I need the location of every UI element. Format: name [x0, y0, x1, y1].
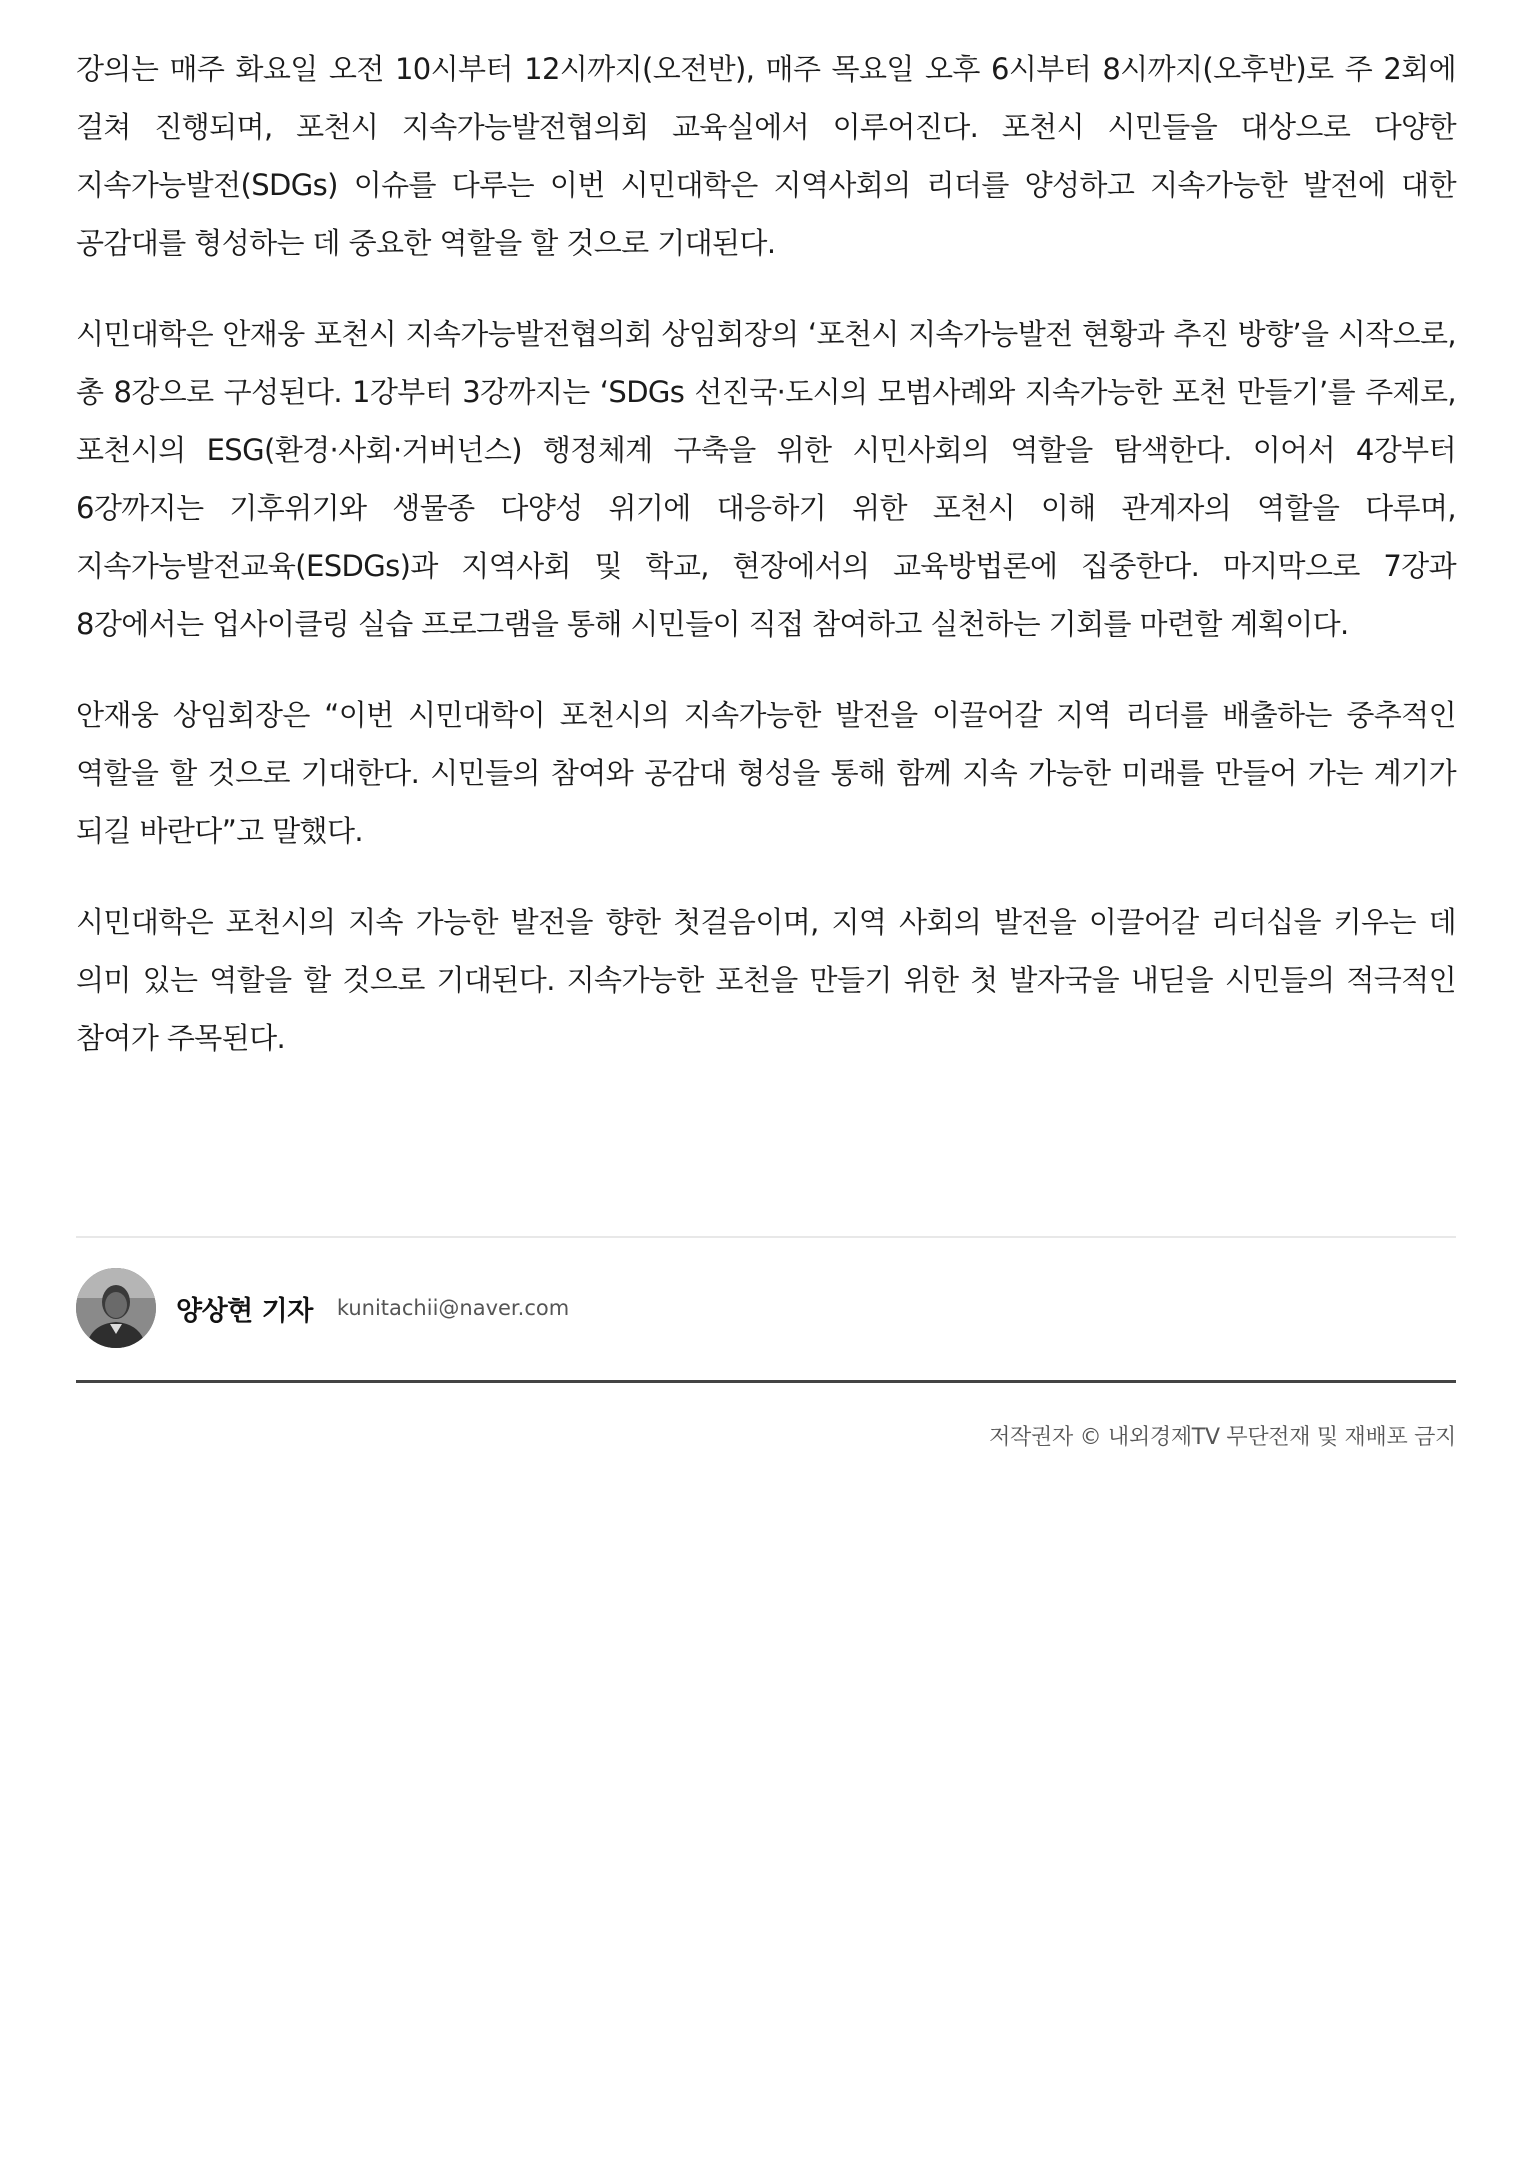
article-body [76, 40, 1456, 1100]
reporter-name[interactable]: 양상현 기자 [176, 1295, 313, 1327]
byline-top-divider [76, 1236, 1456, 1238]
article-paragraph-3: 안재웅 상임회장은 “이번 시민대학이 포천시의 지속가능한 발전을 이끌어갈 지역 리더를 배출하는 중추적인 역할을 할 것으로 기대한다. 시민들의 참여와 공감대 형성을 통해 함께 지속 가능한 미래를 만들어 가는 계기가 되길 바란다”고 말했다. [76, 698, 1456, 848]
article-paragraph-4: 시민대학은 포천시의 지속 가능한 발전을 향한 첫걸음이며, 지역 사회의 발전을 이끌어갈 리더십을 키우는 데 의미 있는 역할을 할 것으로 기대된다. 지속가능한 포천을 만들기 위한 첫 발자국을 내딛을 시민들의 적극적인 참여가 주목된다. [76, 905, 1456, 1055]
byline-bottom-divider [76, 1380, 1456, 1383]
article-paragraph-1: 강의는 매주 화요일 오전 10시부터 12시까지(오전반), 매주 목요일 오후 6시부터 8시까지(오후반)로 주 2회에 걸쳐 진행되며, 포천시 지속가능발전협의회 교육실에서 이루어진다. 포천시 시민들을 대상으로 다양한 지속가능발전(SDGs) 이슈를 다루는 이번 시민대학은 지역사회의 리더를 양성하고 지속가능한 발전에 대한 공감대를 형성하는 데 중요한 역할을 할 것으로 기대된다. [76, 52, 1456, 260]
reporter-photo-icon [76, 1268, 156, 1348]
copyright-notice: 저작권자 © 내외경제TV 무단전재 및 재배포 금지 [989, 1425, 1456, 1450]
reporter-email[interactable]: kunitachii@naver.com [336, 1296, 570, 1320]
reporter-byline [76, 1268, 569, 1348]
reporter-avatar[interactable] [76, 1268, 156, 1348]
article-paragraph-2: 시민대학은 안재웅 포천시 지속가능발전협의회 상임회장의 ‘포천시 지속가능발전 현황과 추진 방향’을 시작으로, 총 8강으로 구성된다. 1강부터 3강까지는 ‘SDGs 선진국·도시의 모범사례와 지속가능한 포천 만들기’를 주제로, 포천시의 ESG(환경·사회·거버넌스) 행정체계 구축을 위한 시민사회의 역할을 탐색한다. 이어서 4강부터 6강까지는 기후위기와 생물종 다양성 위기에 대응하기 위한 포천시 이해 관계자의 역할을 다루며, 지속가능발전교육(ESDGs)과 지역사회 및 학교, 현장에서의 교육방법론에 집중한다. 마지막으로 7강과 8강에서는 업사이클링 실습 프로그램을 통해 시민들이 직접 참여하고 실천하는 기회를 마련할 계획이다. [76, 317, 1456, 641]
